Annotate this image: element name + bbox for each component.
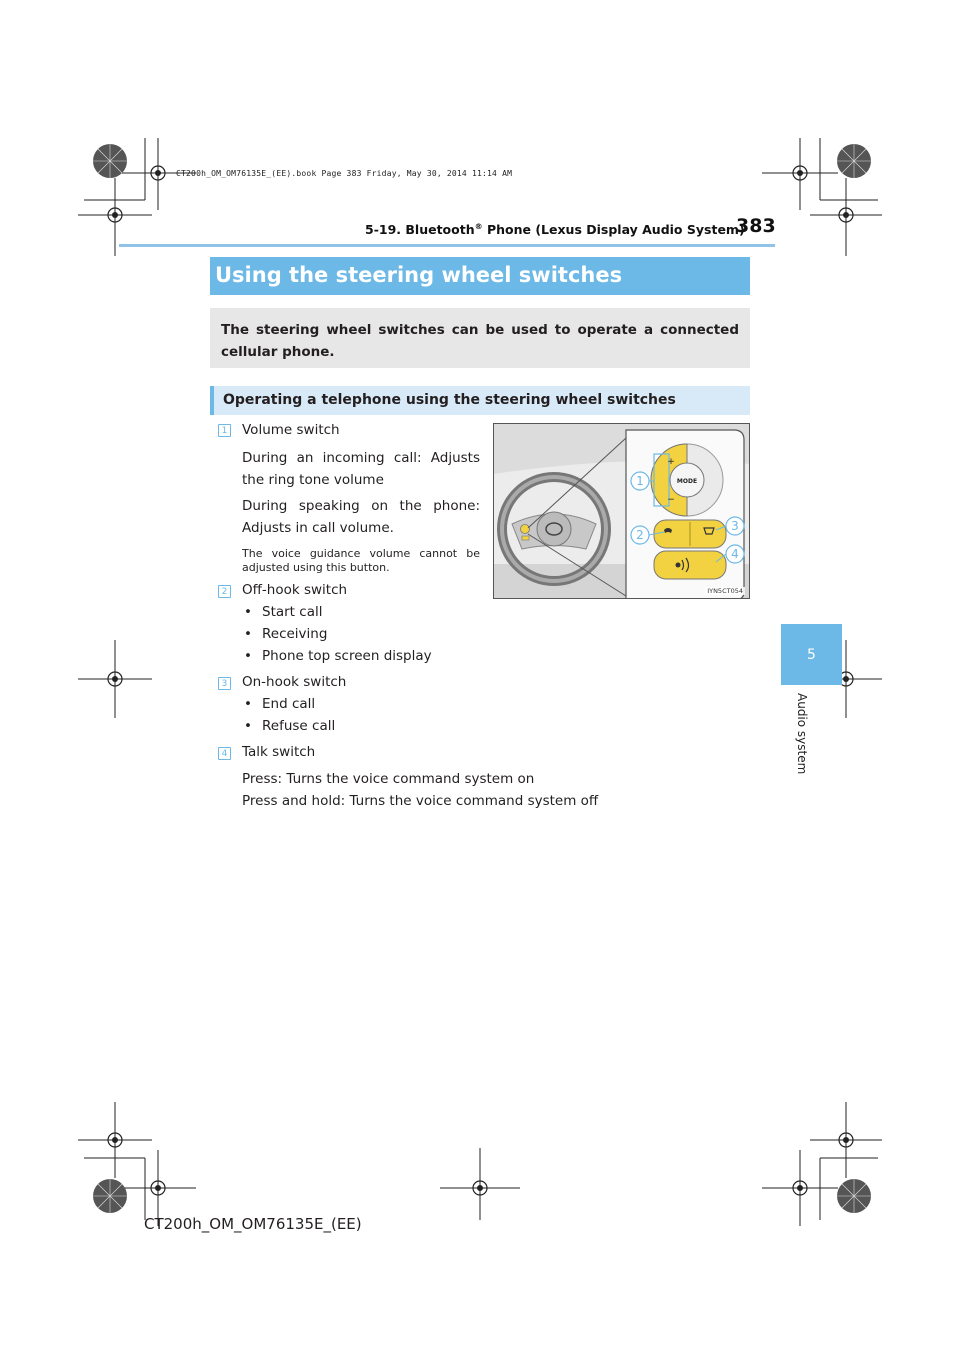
item-number-4: 4 xyxy=(218,747,231,760)
chapter-tab xyxy=(781,624,842,685)
steering-wheel-figure xyxy=(493,423,750,599)
mode-label: MODE xyxy=(676,478,698,485)
steering-wheel-illustration xyxy=(494,424,750,599)
item-title-off-hook: Off-hook switch xyxy=(242,582,348,598)
intro-box xyxy=(210,308,750,368)
item-title-volume: Volume switch xyxy=(242,422,340,438)
bullet-item xyxy=(244,604,322,620)
bullet-text: Refuse call xyxy=(262,718,336,734)
subsection-title: Operating a telephone using the steering wheel switches xyxy=(223,392,676,408)
callout-4: 4 xyxy=(731,547,739,561)
bullet-text: Phone top screen display xyxy=(262,648,432,664)
callout-1: 1 xyxy=(636,474,644,488)
item-line: During speaking on the phone: Adjusts in call volume. xyxy=(242,498,480,536)
item-number-3: 3 xyxy=(218,677,231,690)
item-note: The voice guidance volume cannot be adjusted using this button. xyxy=(242,547,480,574)
bullet-item xyxy=(244,648,432,664)
item-title-talk: Talk switch xyxy=(242,744,316,760)
bullet-dot: • xyxy=(244,626,252,642)
bullet-text: End call xyxy=(262,696,316,712)
chapter-tab-number: 5 xyxy=(807,646,816,663)
bullet-dot: • xyxy=(244,718,252,734)
book-stamp: CT200h_OM_OM76135E_(EE).book Page 383 Friday, May 30, 2014 11:14 AM xyxy=(176,169,513,178)
header-rule xyxy=(119,244,775,247)
figure-code: IYN5CT054 xyxy=(707,587,743,595)
callout-2: 2 xyxy=(636,528,644,542)
registered-mark: ® xyxy=(474,222,483,231)
bullet-dot: • xyxy=(244,604,252,620)
item-line: Press: Turns the voice command system on xyxy=(242,771,535,787)
bullet-item xyxy=(244,718,335,734)
item-number-1: 1 xyxy=(218,424,231,437)
chapter-suffix: Phone (Lexus Display Audio System) xyxy=(482,222,745,238)
item-number-2: 2 xyxy=(218,585,231,598)
bullet-dot: • xyxy=(244,696,252,712)
item-line: Press and hold: Turns the voice command system off xyxy=(242,793,599,809)
chapter-tab-label: Audio system xyxy=(795,693,809,775)
chapter-header xyxy=(365,222,745,237)
volume-plus-icon: + xyxy=(667,457,675,467)
section-heading xyxy=(210,257,750,295)
item-line: During an incoming call: Adjusts the ring tone volume xyxy=(242,450,480,488)
volume-minus-icon: − xyxy=(667,495,675,505)
bullet-text: Receiving xyxy=(262,626,328,642)
page-number: 383 xyxy=(736,215,776,237)
item-title-on-hook: On-hook switch xyxy=(242,674,347,690)
section-title: Using the steering wheel switches xyxy=(215,263,623,287)
bullet-item xyxy=(244,696,315,712)
subsection-heading xyxy=(210,386,750,415)
bullet-dot: • xyxy=(244,648,252,664)
callout-3: 3 xyxy=(731,519,739,533)
footer-code: CT200h_OM_OM76135E_(EE) xyxy=(144,1215,362,1233)
bullet-item xyxy=(244,626,327,642)
intro-text: The steering wheel switches can be used to operate a connected cellular phone. xyxy=(221,322,739,360)
chapter-prefix: 5-19. Bluetooth xyxy=(365,222,475,238)
bullet-text: Start call xyxy=(262,604,323,620)
